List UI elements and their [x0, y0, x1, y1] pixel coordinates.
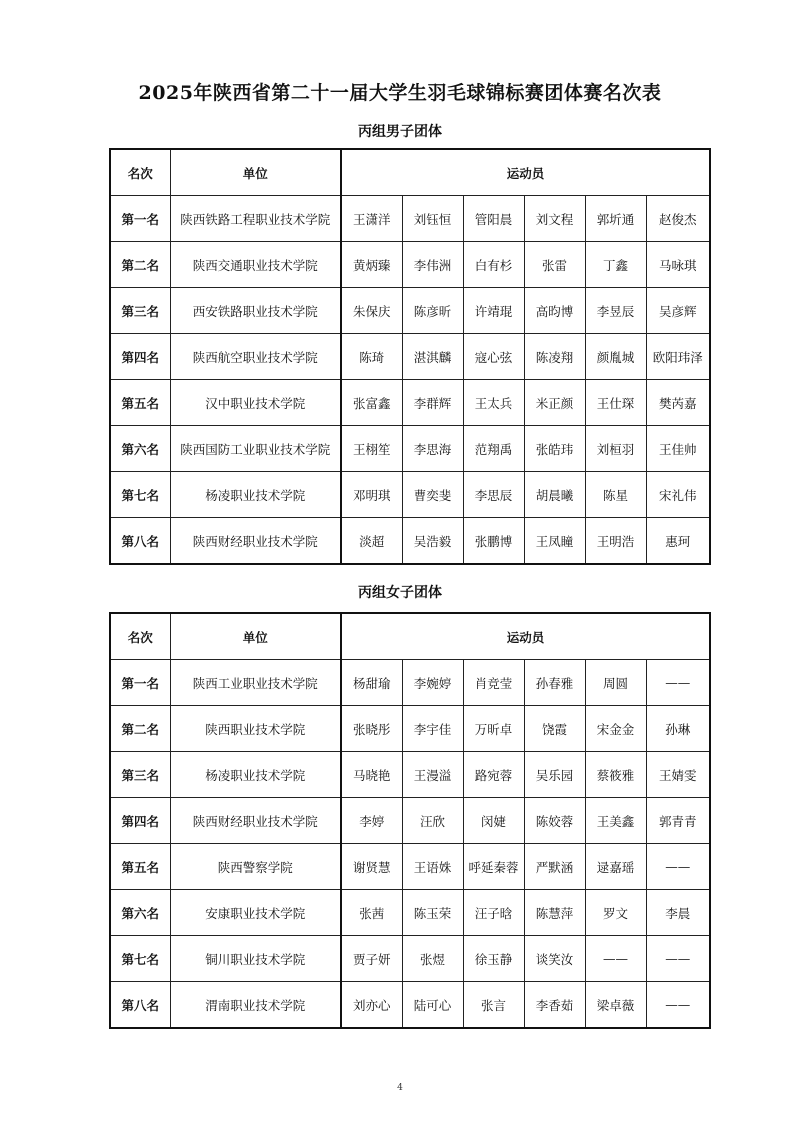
unit-cell: 汉中职业技术学院: [170, 380, 341, 426]
header-athletes: 运动员: [341, 149, 710, 196]
athlete-cell: 谢贤慧: [341, 844, 402, 890]
athlete-cell: 王明浩: [585, 518, 646, 565]
athlete-cell: 王漫溢: [402, 752, 463, 798]
athlete-cell: 汪子晗: [463, 890, 524, 936]
table-row: [110, 472, 710, 518]
unit-cell: 陕西交通职业技术学院: [170, 242, 341, 288]
athlete-cell: 宋礼伟: [646, 472, 710, 518]
table-row: [110, 334, 710, 380]
athlete-cell: ——: [646, 844, 710, 890]
women-section-title: 丙组女子团体: [358, 585, 442, 601]
athlete-cell: 颜胤城: [585, 334, 646, 380]
men-team-table: [109, 148, 711, 565]
athlete-cell: 湛淇麟: [402, 334, 463, 380]
athlete-cell: 胡晨曦: [524, 472, 585, 518]
athlete-cell: 李婷: [341, 798, 402, 844]
rank-cell: 第五名: [110, 380, 170, 426]
athlete-cell: 王美鑫: [585, 798, 646, 844]
athlete-cell: 王佳帅: [646, 426, 710, 472]
athlete-cell: 范翔禹: [463, 426, 524, 472]
athlete-cell: 严默涵: [524, 844, 585, 890]
athlete-cell: 梁卓薇: [585, 982, 646, 1029]
unit-cell: 陕西国防工业职业技术学院: [170, 426, 341, 472]
athlete-cell: ——: [646, 936, 710, 982]
athlete-cell: 张富鑫: [341, 380, 402, 426]
athlete-cell: 李群辉: [402, 380, 463, 426]
athlete-cell: 管阳晨: [463, 196, 524, 242]
athlete-cell: 饶霞: [524, 706, 585, 752]
athlete-cell: 马咏琪: [646, 242, 710, 288]
table-row: [110, 196, 710, 242]
athlete-cell: 呼延秦蓉: [463, 844, 524, 890]
unit-cell: 铜川职业技术学院: [170, 936, 341, 982]
table-row: [110, 380, 710, 426]
athlete-cell: 张鹏博: [463, 518, 524, 565]
table-row: [110, 798, 710, 844]
athlete-cell: 贾子妍: [341, 936, 402, 982]
athlete-cell: 宋金金: [585, 706, 646, 752]
rank-cell: 第四名: [110, 798, 170, 844]
rank-cell: 第三名: [110, 288, 170, 334]
athlete-cell: 张茜: [341, 890, 402, 936]
athlete-cell: 周圆: [585, 660, 646, 706]
athlete-cell: 陈凌翔: [524, 334, 585, 380]
athlete-cell: 王潇洋: [341, 196, 402, 242]
athlete-cell: 邓明琪: [341, 472, 402, 518]
athlete-cell: 闵婕: [463, 798, 524, 844]
athlete-cell: 许靖琨: [463, 288, 524, 334]
athlete-cell: 罗文: [585, 890, 646, 936]
athlete-cell: 张晓彤: [341, 706, 402, 752]
athlete-cell: ——: [646, 660, 710, 706]
unit-cell: 陕西警察学院: [170, 844, 341, 890]
athlete-cell: 陆可心: [402, 982, 463, 1029]
athlete-cell: 刘文程: [524, 196, 585, 242]
athlete-cell: 李思海: [402, 426, 463, 472]
rank-cell: 第一名: [110, 660, 170, 706]
header-athletes: 运动员: [341, 613, 710, 660]
table-row: [110, 426, 710, 472]
athlete-cell: 樊芮嘉: [646, 380, 710, 426]
athlete-cell: 李宇佳: [402, 706, 463, 752]
athlete-cell: 李香茹: [524, 982, 585, 1029]
rank-cell: 第八名: [110, 518, 170, 565]
athlete-cell: 李昱辰: [585, 288, 646, 334]
athlete-cell: 万昕卓: [463, 706, 524, 752]
table-row: [110, 288, 710, 334]
table-row: [110, 936, 710, 982]
athlete-cell: 肖竞莹: [463, 660, 524, 706]
rank-cell: 第四名: [110, 334, 170, 380]
table-header-row: [110, 149, 710, 196]
rank-cell: 第七名: [110, 472, 170, 518]
rank-cell: 第六名: [110, 890, 170, 936]
athlete-cell: 陈彦昕: [402, 288, 463, 334]
table-row: [110, 518, 710, 565]
athlete-cell: 谈笑汝: [524, 936, 585, 982]
athlete-cell: 王仕琛: [585, 380, 646, 426]
athlete-cell: 张言: [463, 982, 524, 1029]
page-number: 4: [397, 1083, 403, 1093]
athlete-cell: 郭青青: [646, 798, 710, 844]
women-table-body: [110, 613, 710, 1028]
unit-cell: 陕西职业技术学院: [170, 706, 341, 752]
unit-cell: 杨凌职业技术学院: [170, 752, 341, 798]
athlete-cell: 寇心弦: [463, 334, 524, 380]
rank-cell: 第一名: [110, 196, 170, 242]
page-title: 2025年陕西省第二十一届大学生羽毛球锦标赛团体赛名次表: [138, 82, 662, 104]
athlete-cell: 杨甜瑜: [341, 660, 402, 706]
header-unit: 单位: [170, 613, 341, 660]
athlete-cell: 陈玉荣: [402, 890, 463, 936]
rank-cell: 第六名: [110, 426, 170, 472]
athlete-cell: 陈慧萍: [524, 890, 585, 936]
unit-cell: 渭南职业技术学院: [170, 982, 341, 1029]
athlete-cell: 欧阳玮泽: [646, 334, 710, 380]
athlete-cell: 王凤瞳: [524, 518, 585, 565]
athlete-cell: 刘亦心: [341, 982, 402, 1029]
unit-cell: 陕西财经职业技术学院: [170, 798, 341, 844]
athlete-cell: 陈星: [585, 472, 646, 518]
athlete-cell: 李思辰: [463, 472, 524, 518]
table-row: [110, 660, 710, 706]
rank-cell: 第五名: [110, 844, 170, 890]
athlete-cell: 逯嘉瑶: [585, 844, 646, 890]
athlete-cell: 赵俊杰: [646, 196, 710, 242]
athlete-cell: 刘钰恒: [402, 196, 463, 242]
header-unit: 单位: [170, 149, 341, 196]
unit-cell: 陕西铁路工程职业技术学院: [170, 196, 341, 242]
athlete-cell: 张皓玮: [524, 426, 585, 472]
table-row: [110, 242, 710, 288]
unit-cell: 安康职业技术学院: [170, 890, 341, 936]
athlete-cell: ——: [585, 936, 646, 982]
athlete-cell: 朱保庆: [341, 288, 402, 334]
athlete-cell: 王太兵: [463, 380, 524, 426]
table-row: [110, 982, 710, 1029]
athlete-cell: 张煜: [402, 936, 463, 982]
table-row: [110, 706, 710, 752]
table-row: [110, 890, 710, 936]
athlete-cell: 郭圻通: [585, 196, 646, 242]
table-row: [110, 752, 710, 798]
women-team-table: [109, 612, 711, 1029]
athlete-cell: 路宛蓉: [463, 752, 524, 798]
athlete-cell: 米正颜: [524, 380, 585, 426]
athlete-cell: 曹奕斐: [402, 472, 463, 518]
unit-cell: 陕西财经职业技术学院: [170, 518, 341, 565]
rank-cell: 第二名: [110, 706, 170, 752]
rank-cell: 第七名: [110, 936, 170, 982]
athlete-cell: 高昀博: [524, 288, 585, 334]
athlete-cell: 王婧雯: [646, 752, 710, 798]
header-rank: 名次: [110, 149, 170, 196]
athlete-cell: 刘桓羽: [585, 426, 646, 472]
athlete-cell: 丁鑫: [585, 242, 646, 288]
athlete-cell: 徐玉静: [463, 936, 524, 982]
athlete-cell: 李伟洲: [402, 242, 463, 288]
athlete-cell: 王栩笙: [341, 426, 402, 472]
rank-cell: 第八名: [110, 982, 170, 1029]
athlete-cell: 李婉婷: [402, 660, 463, 706]
athlete-cell: 淡超: [341, 518, 402, 565]
athlete-cell: 汪欣: [402, 798, 463, 844]
athlete-cell: 蔡筱雅: [585, 752, 646, 798]
unit-cell: 陕西工业职业技术学院: [170, 660, 341, 706]
athlete-cell: 王语姝: [402, 844, 463, 890]
table-row: [110, 844, 710, 890]
rank-cell: 第二名: [110, 242, 170, 288]
athlete-cell: 马晓艳: [341, 752, 402, 798]
athlete-cell: 陈姣蓉: [524, 798, 585, 844]
unit-cell: 西安铁路职业技术学院: [170, 288, 341, 334]
men-section-title: 丙组男子团体: [358, 124, 442, 140]
athlete-cell: 孙琳: [646, 706, 710, 752]
athlete-cell: 吴乐园: [524, 752, 585, 798]
athlete-cell: 张雷: [524, 242, 585, 288]
athlete-cell: 黄炳臻: [341, 242, 402, 288]
header-rank: 名次: [110, 613, 170, 660]
unit-cell: 陕西航空职业技术学院: [170, 334, 341, 380]
athlete-cell: 孙春雅: [524, 660, 585, 706]
athlete-cell: 陈琦: [341, 334, 402, 380]
athlete-cell: 白有杉: [463, 242, 524, 288]
athlete-cell: ——: [646, 982, 710, 1029]
unit-cell: 杨凌职业技术学院: [170, 472, 341, 518]
rank-cell: 第三名: [110, 752, 170, 798]
athlete-cell: 李晨: [646, 890, 710, 936]
table-header-row: [110, 613, 710, 660]
athlete-cell: 惠珂: [646, 518, 710, 565]
athlete-cell: 吴浩毅: [402, 518, 463, 565]
men-table-body: [110, 149, 710, 564]
athlete-cell: 吴彦辉: [646, 288, 710, 334]
